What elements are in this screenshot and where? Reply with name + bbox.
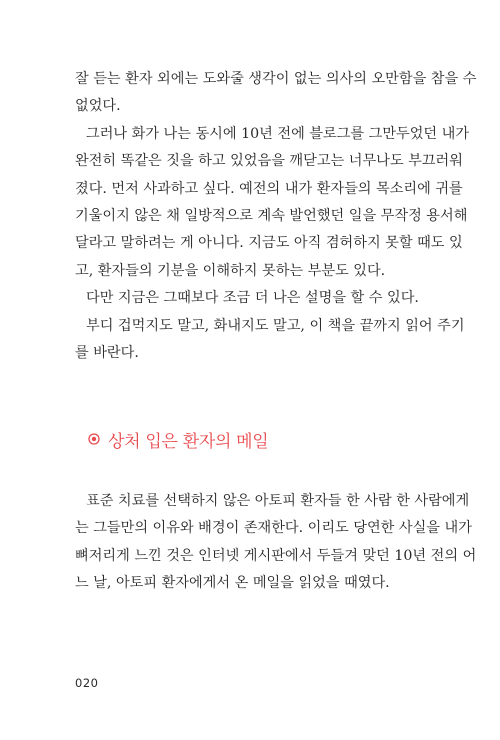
text-line: 잘 듣는 환자 외에는 도와줄 생각이 없는 의사의 오만함을 참을 수: [75, 71, 477, 87]
section-heading: [88, 425, 268, 453]
body-text-top: [75, 66, 477, 367]
section-title: 상처 입은 환자의 메일: [108, 431, 269, 452]
page-number: 020: [75, 676, 99, 690]
text-line: 다만 지금은 그때보다 조금 더 나은 설명을 할 수 있다.: [86, 290, 419, 307]
text-line: 기울이지 않은 채 일방적으로 계속 발언했던 일을 무작정 용서해: [75, 208, 468, 225]
text-line: 를 바란다.: [75, 345, 139, 362]
text-line: 느 날, 아토피 환자에게서 온 메일을 읽었을 때였다.: [75, 575, 390, 592]
text-line: 없었다.: [75, 98, 121, 115]
text-line: 졌다. 먼저 사과하고 싶다. 예전의 내가 환자들의 목소리에 귀를: [75, 180, 463, 197]
text-line: 표준 치료를 선택하지 않은 아토피 환자들 한 사람 한 사람에게: [86, 493, 470, 509]
double-circle-bullet-icon: [88, 433, 100, 445]
text-line: 뼈저리게 느낀 것은 인터넷 게시판에서 두들겨 맞던 10년 전의 어: [75, 547, 477, 564]
text-line: 완전히 똑같은 짓을 하고 있었음을 깨닫고는 너무나도 부끄러워: [75, 153, 463, 170]
text-line: 그러나 화가 나는 동시에 10년 전에 블로그를 그만두었던 내가: [86, 125, 470, 142]
body-text-bottom: [75, 488, 477, 598]
text-line: 달라고 말하려는 게 아니다. 지금도 아직 겸허하지 못할 때도 있: [75, 235, 463, 252]
text-line: 부디 겁먹지도 말고, 화내지도 말고, 이 책을 끝까지 읽어 주기: [86, 317, 465, 334]
text-line: 고, 환자들의 기분을 이해하지 못하는 부분도 있다.: [75, 262, 386, 279]
text-line: 는 그들만의 이유와 배경이 존재한다. 이리도 당연한 사실을 내가: [75, 520, 472, 537]
